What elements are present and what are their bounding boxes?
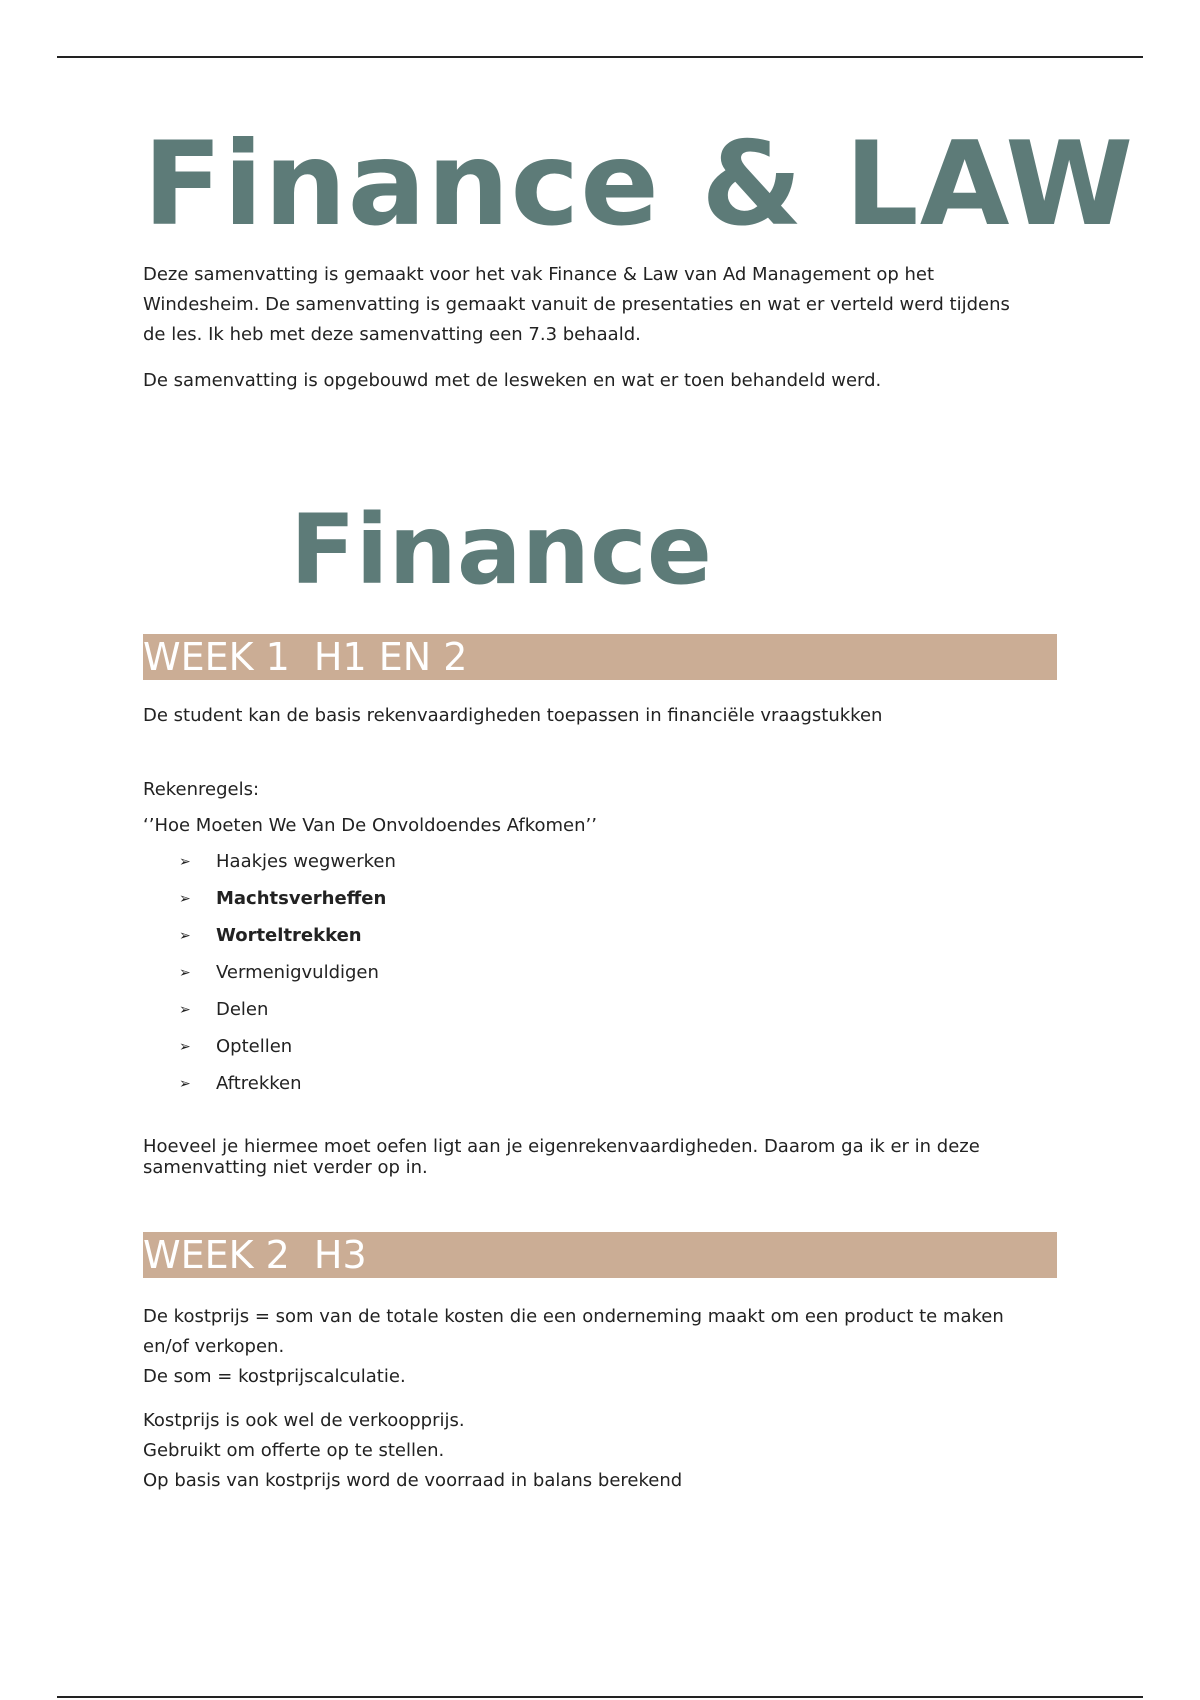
week-1-heading: WEEK 1 H1 EN 2 <box>143 634 1057 680</box>
top-rule <box>57 56 1143 58</box>
list-item <box>143 998 1057 1022</box>
week-2-content <box>143 1302 1057 1496</box>
intro-line: Windesheim. De samenvatting is gemaakt vanuit de presentaties en wat er verteld werd tijdens <box>143 294 1010 315</box>
arrow-bullet-icon: ➢ <box>179 1076 191 1092</box>
list-item-label: Vermenigvuldigen <box>216 962 379 983</box>
list-item <box>143 924 1057 948</box>
intro-paragraph-1 <box>143 260 1057 350</box>
list-item-label: Machtsverheffen <box>216 888 387 909</box>
section-title-finance: Finance <box>290 494 712 606</box>
list-item-label: Optellen <box>216 1036 293 1057</box>
list-item-label: Delen <box>216 999 269 1020</box>
list-item <box>143 850 1057 874</box>
arrow-bullet-icon: ➢ <box>179 965 191 981</box>
list-item <box>143 887 1057 911</box>
text-line: en/of verkopen. <box>143 1336 285 1357</box>
arrow-bullet-icon: ➢ <box>179 891 191 907</box>
list-item-label: Worteltrekken <box>216 925 362 946</box>
list-item <box>143 1072 1057 1096</box>
cost-price-definition <box>143 1302 1057 1392</box>
rules-label: Rekenregels: <box>143 779 260 800</box>
learning-goal: De student kan de basis rekenvaardigheden toepassen in financiële vraagstukken <box>143 705 883 726</box>
text-line: Op basis van kostprijs word de voorraad in balans berekend <box>143 1470 683 1491</box>
document-body <box>143 110 1135 1496</box>
arrow-bullet-icon: ➢ <box>179 854 191 870</box>
week-2-heading: WEEK 2 H3 <box>143 1232 1057 1278</box>
list-item <box>143 1035 1057 1059</box>
list-item-label: Haakjes wegwerken <box>216 851 396 872</box>
text-line: Gebruikt om offerte op te stellen. <box>143 1440 445 1461</box>
arrow-bullet-icon: ➢ <box>179 1002 191 1018</box>
bottom-rule <box>57 1696 1143 1698</box>
document-title: Finance & LAW <box>143 117 1135 252</box>
list-item-label: Aftrekken <box>216 1073 302 1094</box>
arrow-bullet-icon: ➢ <box>179 1039 191 1055</box>
note-line: Hoeveel je hiermee moet oefen ligt aan je eigenrekenvaardigheden. Daarom ga ik er in deze <box>143 1136 980 1157</box>
text-line: De kostprijs = som van de totale kosten die een onderneming maakt om een product te maken <box>143 1306 1004 1327</box>
mnemonic: ‘’Hoe Moeten We Van De Onvoldoendes Afkomen’’ <box>143 815 597 836</box>
note-line: samenvatting niet verder op in. <box>143 1157 428 1178</box>
calculation-order-list <box>143 850 1057 1096</box>
intro-line: Deze samenvatting is gemaakt voor het vak Finance & Law van Ad Management op het <box>143 264 935 285</box>
text-line: Kostprijs is ook wel de verkoopprijs. <box>143 1410 465 1431</box>
text-line: De som = kostprijscalculatie. <box>143 1366 406 1387</box>
arrow-bullet-icon: ➢ <box>179 928 191 944</box>
cost-price-usage <box>143 1406 1057 1496</box>
intro-paragraph-2: De samenvatting is opgebouwd met de lesweken en wat er toen behandeld werd. <box>143 370 882 391</box>
intro-section <box>143 260 1057 396</box>
intro-line: de les. Ik heb met deze samenvatting een 7.3 behaald. <box>143 324 641 345</box>
list-item <box>143 961 1057 985</box>
practice-note <box>143 1136 1057 1178</box>
